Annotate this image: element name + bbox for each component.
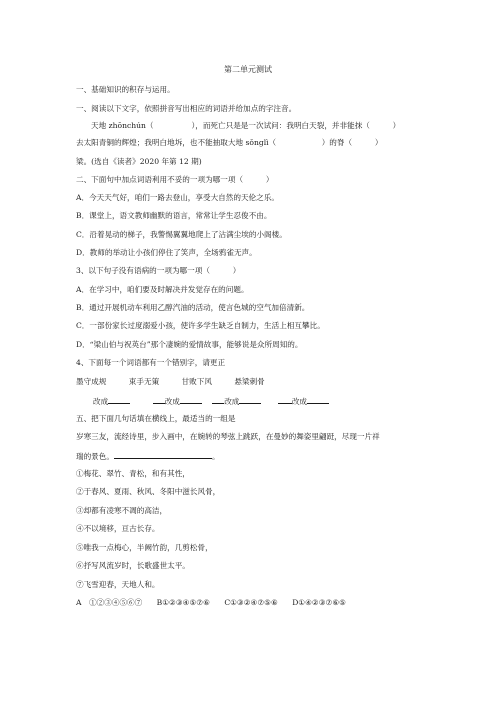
question-4-stem: 4、下面每一个词语都有一个错别字，请更正 (76, 358, 226, 367)
passage-end-mark: 。 (211, 452, 220, 461)
question-5-clause-1: ①梅花、翠竹、青松，和有其性， (76, 469, 190, 478)
question-5-clause-7: ⑦飞雪迎春，天地人和。 (76, 580, 160, 589)
question-5-passage-line-2 (76, 450, 220, 462)
answer-blank-3[interactable] (239, 395, 261, 404)
section-1-heading: 一、基础知识的积存与运用。 (76, 85, 175, 94)
question-1-passage-line-3: 梁。(选自《读者》2020 年第 12 期) (76, 157, 202, 166)
fill-in-blank[interactable] (114, 450, 212, 459)
word-3: 甘败下风 (181, 377, 212, 386)
question-1-passage-line-2: 去太阳青铜的辉煌；我明白地坼，也不能抽取大地 sǒnglì（ ）的脊（ ） (76, 138, 383, 147)
question-5-answer-options (76, 598, 346, 608)
question-5-clause-3: ③却都有凌寒不凋的高洁， (76, 506, 168, 515)
question-5-passage-line-1: 岁寒三友，流经诗里，步入画中，在婉转的琴弦上跳跃，在曼妙的舞姿里翩跹，尽现一片祥 (76, 432, 380, 441)
question-2-option-a: A．今天天气好，咱们一路去登山，享受大自然的天伦之乐。 (76, 193, 279, 202)
change-label-1: 改成 (93, 397, 109, 406)
answer-option-a: A ①②③④⑤⑥⑦ (76, 598, 143, 607)
document-title: 第二单元测试 (224, 65, 272, 74)
passage-text: 瑞的景色。 (76, 452, 114, 461)
answer-option-b: B①②③④⑤⑦⑥ (156, 598, 210, 607)
question-5-clause-4: ④不以境移，亘古长存。 (76, 524, 160, 533)
word-1: 墨守成规 (76, 377, 107, 386)
question-3-option-c: C．一部份家长过度溺爱小孩，使许多学生缺乏自制力，生活上相互攀比。 (76, 321, 325, 330)
question-1-passage-line-1: 天地 zhōnchún（ ），而死亡只是是一次试问：我明白天裂，并非能抹（ ） (91, 121, 401, 130)
answer-prefix-blank-4[interactable] (278, 395, 292, 404)
question-2-option-c: C．沿着晃动的梯子，我警惕翼翼地爬上了沾满尘埃的小阁楼。 (76, 230, 287, 239)
word-4: 悬梁刺骨 (234, 377, 265, 386)
change-label-2: 改成 (164, 397, 180, 406)
question-4-answer-row (93, 395, 329, 407)
question-3-option-d: D．“梁山伯与祝英台”那个凄婉的爱情故事，能够说是众所周知的。 (76, 340, 303, 349)
question-3-stem: 3、以下句子没有语病的一项为哪一项（ ） (76, 266, 241, 275)
answer-prefix-blank-3[interactable] (212, 395, 224, 404)
question-3-option-a: A．在学习中，咱们要及时解决并发觉存在的问题。 (76, 285, 249, 294)
answer-blank-4[interactable] (307, 395, 329, 404)
question-5-clause-5: ⑤唯我一点梅心，半阙竹韵，几剪松骨， (76, 543, 213, 552)
change-label-3: 改成 (224, 397, 240, 406)
answer-prefix-blank-2[interactable] (153, 395, 165, 404)
question-5-clause-6: ⑥抒写风流岁时，长歌盛世太平。 (76, 561, 190, 570)
answer-option-d: D①④②③⑦⑥⑤ (292, 598, 346, 607)
answer-option-c: C①③②④⑦⑤⑥ (224, 598, 278, 607)
question-1-stem: 一、阅读以下文字，依照拼音写出相应的词语并给加点的字注音。 (76, 104, 297, 113)
change-label-4: 改成 (291, 397, 308, 406)
word-2: 束手无策 (128, 377, 160, 386)
answer-blank-2[interactable] (180, 395, 202, 404)
question-3-option-b: B．通过开展机动车利用乙醇汽油的活动，使言色城的空气加倍清新。 (76, 303, 310, 312)
question-2-option-b: B．课堂上，语文教师幽默的语言，常常让学生忍俊不由。 (76, 211, 272, 220)
answer-blank-1[interactable] (108, 395, 130, 404)
question-2-stem: 二、下面句中加点词语利用不妥的一项为哪一项（ ） (76, 175, 274, 184)
question-2-option-d: D．教师的举动让小孩们停住了笑声，全场鸦雀无声。 (76, 248, 257, 257)
question-5-clause-2: ②于春风、夏雨、秋风、冬阳中滋长风骨， (76, 487, 221, 496)
question-4-words-row (76, 377, 265, 387)
question-5-stem: 五、把下面几句话填在横线上，最适当的一组是 (76, 414, 236, 423)
